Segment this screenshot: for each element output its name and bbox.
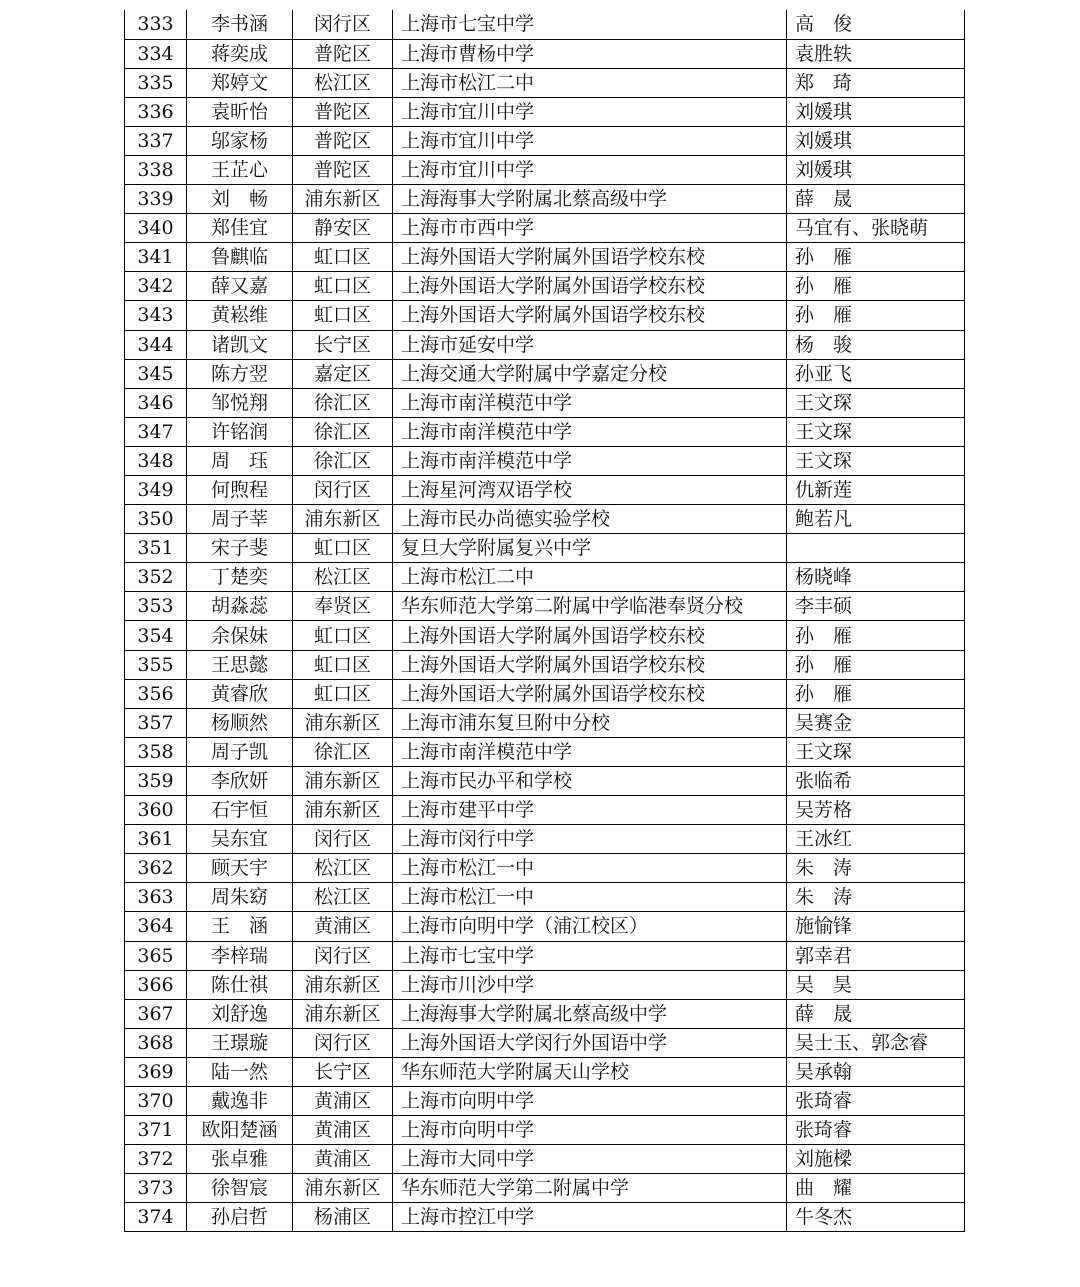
row-number: 352 [125, 563, 187, 592]
school-name: 上海外国语大学附属外国语学校东校 [393, 621, 787, 650]
table-row [125, 999, 965, 1028]
teacher-name: 郭幸君 [787, 941, 965, 970]
table-row [125, 970, 965, 999]
teacher-name: 薛 晟 [787, 999, 965, 1028]
district: 虹口区 [293, 301, 393, 330]
row-number: 338 [125, 155, 187, 184]
district: 徐汇区 [293, 446, 393, 475]
student-name: 顾天宇 [187, 854, 293, 883]
table-row [125, 1028, 965, 1057]
table-row [125, 1145, 965, 1174]
student-name: 王芷心 [187, 155, 293, 184]
row-number: 373 [125, 1174, 187, 1203]
row-number: 343 [125, 301, 187, 330]
district: 浦东新区 [293, 708, 393, 737]
school-name: 上海海事大学附属北蔡高级中学 [393, 999, 787, 1028]
table-row [125, 592, 965, 621]
row-number: 336 [125, 97, 187, 126]
table-row [125, 1057, 965, 1086]
district: 闵行区 [293, 941, 393, 970]
row-number: 368 [125, 1028, 187, 1057]
school-name: 上海市宜川中学 [393, 97, 787, 126]
student-name: 郑佳宜 [187, 214, 293, 243]
teacher-name: 薛 晟 [787, 185, 965, 214]
student-name: 邬家杨 [187, 126, 293, 155]
table-row [125, 766, 965, 795]
district: 浦东新区 [293, 796, 393, 825]
teacher-name: 朱 涛 [787, 883, 965, 912]
row-number: 357 [125, 708, 187, 737]
student-name: 王 涵 [187, 912, 293, 941]
district: 虹口区 [293, 534, 393, 563]
school-name: 上海交通大学附属中学嘉定分校 [393, 359, 787, 388]
teacher-name: 吴 昊 [787, 970, 965, 999]
district: 松江区 [293, 563, 393, 592]
row-number: 372 [125, 1145, 187, 1174]
district: 松江区 [293, 883, 393, 912]
student-name: 郑婷文 [187, 68, 293, 97]
teacher-name: 杨晓峰 [787, 563, 965, 592]
table-row [125, 359, 965, 388]
district: 虹口区 [293, 650, 393, 679]
row-number: 359 [125, 766, 187, 795]
student-name: 薛又嘉 [187, 272, 293, 301]
table-row [125, 272, 965, 301]
row-number: 350 [125, 505, 187, 534]
table-row [125, 214, 965, 243]
teacher-name: 孙 雁 [787, 679, 965, 708]
school-name: 上海市民办平和学校 [393, 766, 787, 795]
district: 嘉定区 [293, 359, 393, 388]
teacher-name: 孙亚飞 [787, 359, 965, 388]
table-row [125, 825, 965, 854]
student-name: 黄睿欣 [187, 679, 293, 708]
table-row [125, 1116, 965, 1145]
table-row [125, 97, 965, 126]
student-name: 陈仕祺 [187, 970, 293, 999]
district: 徐汇区 [293, 417, 393, 446]
district: 徐汇区 [293, 737, 393, 766]
district: 奉贤区 [293, 592, 393, 621]
teacher-name: 仇新莲 [787, 476, 965, 505]
district: 虹口区 [293, 272, 393, 301]
district: 黄浦区 [293, 912, 393, 941]
row-number: 346 [125, 388, 187, 417]
teacher-name: 孙 雁 [787, 243, 965, 272]
district: 虹口区 [293, 243, 393, 272]
district: 浦东新区 [293, 185, 393, 214]
row-number: 362 [125, 854, 187, 883]
teacher-name: 曲 耀 [787, 1174, 965, 1203]
teacher-name: 刘媛琪 [787, 97, 965, 126]
district: 虹口区 [293, 621, 393, 650]
student-name: 宋子斐 [187, 534, 293, 563]
school-name: 上海市七宝中学 [393, 10, 787, 39]
school-name: 上海市大同中学 [393, 1145, 787, 1174]
award-list-table [124, 10, 965, 1232]
student-name: 胡淼蕊 [187, 592, 293, 621]
school-name: 上海市松江一中 [393, 854, 787, 883]
district: 普陀区 [293, 97, 393, 126]
row-number: 371 [125, 1116, 187, 1145]
school-name: 上海市浦东复旦附中分校 [393, 708, 787, 737]
school-name: 上海外国语大学附属外国语学校东校 [393, 650, 787, 679]
row-number: 349 [125, 476, 187, 505]
teacher-name: 刘媛琪 [787, 126, 965, 155]
student-name: 周 珏 [187, 446, 293, 475]
student-name: 陆一然 [187, 1057, 293, 1086]
table-row [125, 534, 965, 563]
student-name: 孙启哲 [187, 1203, 293, 1232]
student-name: 黄崧维 [187, 301, 293, 330]
teacher-name: 王文琛 [787, 737, 965, 766]
student-name: 石宇恒 [187, 796, 293, 825]
district: 长宁区 [293, 1057, 393, 1086]
table-row [125, 330, 965, 359]
school-name: 上海星河湾双语学校 [393, 476, 787, 505]
district: 黄浦区 [293, 1116, 393, 1145]
row-number: 365 [125, 941, 187, 970]
student-name: 周子莘 [187, 505, 293, 534]
district: 长宁区 [293, 330, 393, 359]
row-number: 347 [125, 417, 187, 446]
school-name: 上海市七宝中学 [393, 941, 787, 970]
teacher-name: 王文琛 [787, 446, 965, 475]
student-name: 张卓雅 [187, 1145, 293, 1174]
teacher-name: 孙 雁 [787, 621, 965, 650]
student-name: 诸凯文 [187, 330, 293, 359]
school-name: 上海市松江二中 [393, 68, 787, 97]
district: 松江区 [293, 854, 393, 883]
row-number: 337 [125, 126, 187, 155]
district: 浦东新区 [293, 1174, 393, 1203]
teacher-name: 朱 涛 [787, 854, 965, 883]
table-row [125, 39, 965, 68]
district: 闵行区 [293, 10, 393, 39]
table-row [125, 796, 965, 825]
teacher-name: 刘媛琪 [787, 155, 965, 184]
school-name: 上海市南洋模范中学 [393, 446, 787, 475]
table-body [125, 10, 965, 1232]
student-name: 李书涵 [187, 10, 293, 39]
teacher-name: 袁胜轶 [787, 39, 965, 68]
table-row [125, 941, 965, 970]
table-row [125, 737, 965, 766]
student-name: 余保妹 [187, 621, 293, 650]
school-name: 上海市南洋模范中学 [393, 388, 787, 417]
teacher-name: 孙 雁 [787, 272, 965, 301]
student-name: 丁楚奕 [187, 563, 293, 592]
row-number: 335 [125, 68, 187, 97]
district: 浦东新区 [293, 999, 393, 1028]
district: 黄浦区 [293, 1086, 393, 1115]
school-name: 上海市民办尚德实验学校 [393, 505, 787, 534]
student-name: 何煦程 [187, 476, 293, 505]
row-number: 333 [125, 10, 187, 39]
student-name: 王思懿 [187, 650, 293, 679]
school-name: 上海市市西中学 [393, 214, 787, 243]
district: 黄浦区 [293, 1145, 393, 1174]
school-name: 上海市延安中学 [393, 330, 787, 359]
district: 徐汇区 [293, 388, 393, 417]
table-row [125, 563, 965, 592]
teacher-name: 吴士玉、郭念睿 [787, 1028, 965, 1057]
row-number: 351 [125, 534, 187, 563]
school-name: 上海市南洋模范中学 [393, 417, 787, 446]
student-name: 欧阳楚涵 [187, 1116, 293, 1145]
row-number: 358 [125, 737, 187, 766]
student-name: 李欣妍 [187, 766, 293, 795]
table-row [125, 446, 965, 475]
teacher-name: 杨 骏 [787, 330, 965, 359]
school-name: 上海市向明中学（浦江校区） [393, 912, 787, 941]
school-name: 上海市南洋模范中学 [393, 737, 787, 766]
row-number: 345 [125, 359, 187, 388]
student-name: 周朱窈 [187, 883, 293, 912]
district: 闵行区 [293, 1028, 393, 1057]
table-row [125, 243, 965, 272]
student-name: 鲁麒临 [187, 243, 293, 272]
district: 虹口区 [293, 679, 393, 708]
teacher-name: 张琦睿 [787, 1086, 965, 1115]
student-name: 吴东宜 [187, 825, 293, 854]
teacher-name: 郑 琦 [787, 68, 965, 97]
student-name: 蒋奕成 [187, 39, 293, 68]
teacher-name: 李丰硕 [787, 592, 965, 621]
school-name: 上海市松江一中 [393, 883, 787, 912]
district: 杨浦区 [293, 1203, 393, 1232]
student-name: 徐智宸 [187, 1174, 293, 1203]
school-name: 复旦大学附属复兴中学 [393, 534, 787, 563]
table-row [125, 854, 965, 883]
school-name: 上海海事大学附属北蔡高级中学 [393, 185, 787, 214]
student-name: 刘舒逸 [187, 999, 293, 1028]
teacher-name: 牛冬杰 [787, 1203, 965, 1232]
row-number: 334 [125, 39, 187, 68]
table-row [125, 185, 965, 214]
table-row [125, 1174, 965, 1203]
table-row [125, 155, 965, 184]
teacher-name: 鲍若凡 [787, 505, 965, 534]
row-number: 361 [125, 825, 187, 854]
row-number: 369 [125, 1057, 187, 1086]
district: 松江区 [293, 68, 393, 97]
teacher-name: 吴芳格 [787, 796, 965, 825]
row-number: 370 [125, 1086, 187, 1115]
district: 普陀区 [293, 126, 393, 155]
student-name: 杨顺然 [187, 708, 293, 737]
school-name: 上海市宜川中学 [393, 155, 787, 184]
table-row [125, 1086, 965, 1115]
teacher-name: 吴承翰 [787, 1057, 965, 1086]
row-number: 364 [125, 912, 187, 941]
table-row [125, 476, 965, 505]
district: 普陀区 [293, 155, 393, 184]
student-name: 李梓瑞 [187, 941, 293, 970]
school-name: 上海市建平中学 [393, 796, 787, 825]
district: 闵行区 [293, 825, 393, 854]
school-name: 华东师范大学第二附属中学临港奉贤分校 [393, 592, 787, 621]
teacher-name: 刘施樑 [787, 1145, 965, 1174]
district: 浦东新区 [293, 766, 393, 795]
row-number: 367 [125, 999, 187, 1028]
school-name: 上海外国语大学附属外国语学校东校 [393, 272, 787, 301]
school-name: 上海市松江二中 [393, 563, 787, 592]
teacher-name: 马宜有、张晓萌 [787, 214, 965, 243]
row-number: 374 [125, 1203, 187, 1232]
student-name: 周子凯 [187, 737, 293, 766]
row-number: 342 [125, 272, 187, 301]
teacher-name: 施愉锋 [787, 912, 965, 941]
school-name: 上海外国语大学附属外国语学校东校 [393, 243, 787, 272]
student-name: 王璟璇 [187, 1028, 293, 1057]
row-number: 366 [125, 970, 187, 999]
student-name: 许铭润 [187, 417, 293, 446]
school-name: 上海市向明中学 [393, 1086, 787, 1115]
student-name: 袁昕怡 [187, 97, 293, 126]
row-number: 355 [125, 650, 187, 679]
table-row [125, 1203, 965, 1232]
school-name: 上海市川沙中学 [393, 970, 787, 999]
school-name: 上海外国语大学附属外国语学校东校 [393, 301, 787, 330]
school-name: 上海市控江中学 [393, 1203, 787, 1232]
student-name: 刘 畅 [187, 185, 293, 214]
teacher-name: 王文琛 [787, 388, 965, 417]
teacher-name: 孙 雁 [787, 301, 965, 330]
teacher-name: 王文琛 [787, 417, 965, 446]
teacher-name [787, 534, 965, 563]
district: 普陀区 [293, 39, 393, 68]
student-name: 邹悦翔 [187, 388, 293, 417]
row-number: 363 [125, 883, 187, 912]
school-name: 华东师范大学附属天山学校 [393, 1057, 787, 1086]
school-name: 华东师范大学第二附属中学 [393, 1174, 787, 1203]
table-row [125, 883, 965, 912]
row-number: 354 [125, 621, 187, 650]
table-row [125, 388, 965, 417]
table-row [125, 417, 965, 446]
district: 浦东新区 [293, 505, 393, 534]
row-number: 344 [125, 330, 187, 359]
student-name: 陈方翌 [187, 359, 293, 388]
table-row [125, 912, 965, 941]
teacher-name: 张临希 [787, 766, 965, 795]
district: 静安区 [293, 214, 393, 243]
row-number: 360 [125, 796, 187, 825]
row-number: 339 [125, 185, 187, 214]
district: 浦东新区 [293, 970, 393, 999]
table-row [125, 126, 965, 155]
teacher-name: 王冰红 [787, 825, 965, 854]
table-row [125, 10, 965, 39]
table-row [125, 679, 965, 708]
school-name: 上海市闵行中学 [393, 825, 787, 854]
table-row [125, 505, 965, 534]
teacher-name: 吴赛金 [787, 708, 965, 737]
school-name: 上海市宜川中学 [393, 126, 787, 155]
table-row [125, 68, 965, 97]
row-number: 340 [125, 214, 187, 243]
table-row [125, 621, 965, 650]
row-number: 341 [125, 243, 187, 272]
table-row [125, 301, 965, 330]
student-name: 戴逸非 [187, 1086, 293, 1115]
teacher-name: 孙 雁 [787, 650, 965, 679]
school-name: 上海外国语大学附属外国语学校东校 [393, 679, 787, 708]
teacher-name: 高 俊 [787, 10, 965, 39]
school-name: 上海外国语大学闵行外国语中学 [393, 1028, 787, 1057]
district: 闵行区 [293, 476, 393, 505]
teacher-name: 张琦睿 [787, 1116, 965, 1145]
row-number: 353 [125, 592, 187, 621]
table-row [125, 650, 965, 679]
table-row [125, 708, 965, 737]
row-number: 356 [125, 679, 187, 708]
school-name: 上海市向明中学 [393, 1116, 787, 1145]
school-name: 上海市曹杨中学 [393, 39, 787, 68]
row-number: 348 [125, 446, 187, 475]
